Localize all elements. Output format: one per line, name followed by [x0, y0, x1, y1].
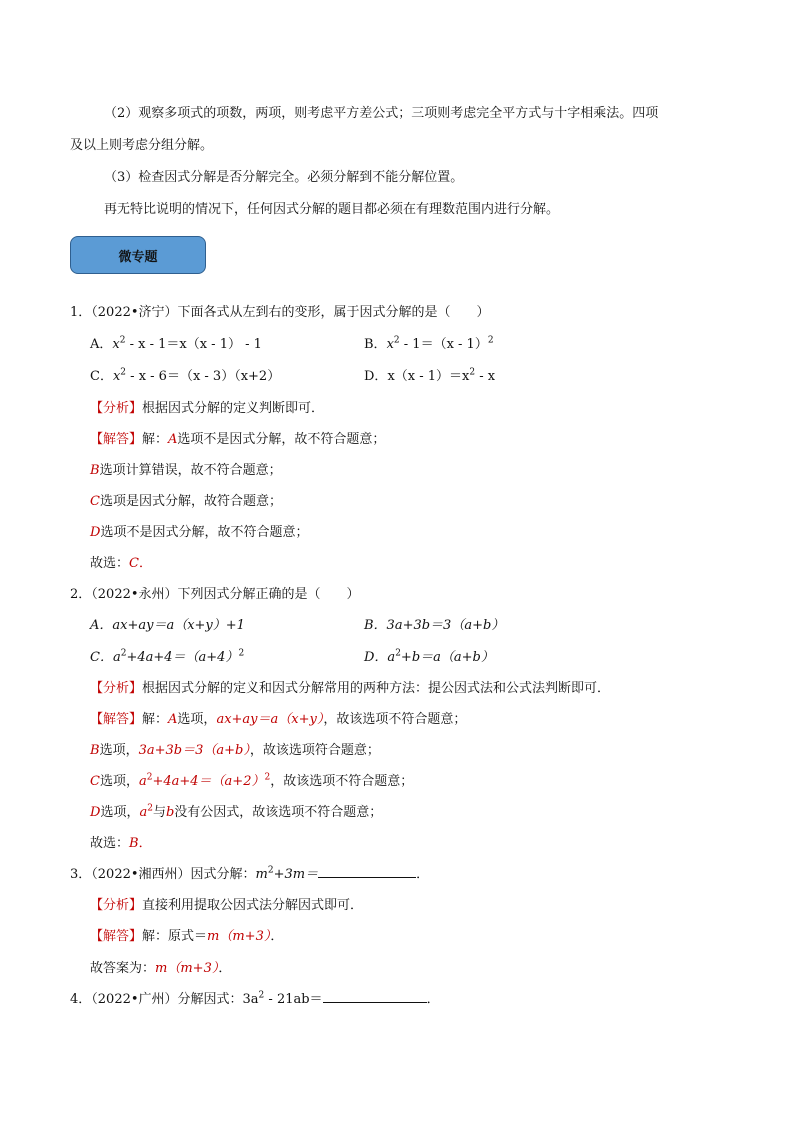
- q2-d-prefix: D．a: [364, 650, 396, 665]
- q2-stem: 2．（2022•永州）下列因式分解正确的是（ ）: [70, 587, 360, 602]
- q2-answer-4-a: 选项，: [100, 805, 140, 820]
- q1-b-exp: 2: [393, 335, 400, 346]
- q2-answer-2-a: 选项，: [99, 743, 139, 758]
- q2-analysis: [90, 677, 610, 696]
- q3-answer-tag: 【解答】: [90, 929, 143, 944]
- q1-stem: 1．（2022•济宁）下面各式从左到右的变形，属于因式分解的是（ ）: [70, 305, 490, 320]
- q2-choice-label: 故选：: [90, 836, 130, 851]
- q3-final-label: 故答案为：: [90, 961, 156, 976]
- q3-answer: [90, 925, 283, 944]
- q2-answer-line-2: [90, 739, 380, 758]
- q3-analysis-text: 直接利用提取公因式法分解因式即可．: [142, 898, 364, 913]
- q2-answer-3-exp: 2: [146, 772, 153, 783]
- q2-answer-2-b: ，故该选项符合题意；: [249, 743, 380, 758]
- q2-answer-4-math2: b: [165, 805, 175, 820]
- intro-line-3: （3）检查因式分解是否分解完全。必须分解到不能分解位置。: [104, 170, 464, 185]
- q2-option-b: B．3a+3b＝3（a+b）: [364, 618, 505, 633]
- q2-choice-value: B: [129, 836, 139, 851]
- q1-choice-end: ．: [138, 556, 152, 571]
- q2-d-exp: 2: [395, 648, 401, 659]
- q1-b-var: x: [386, 337, 394, 352]
- q1-answer-2-var: B: [90, 463, 100, 478]
- q2-d-rest: +b＝a（a+b）: [400, 650, 494, 665]
- q2-answer-4-b: 没有公因式，故该选项不符合题意；: [174, 805, 383, 820]
- q1-choice-value: C: [129, 556, 139, 571]
- q2-c-exp2: 2: [238, 648, 245, 659]
- q3-stem-rest: +3m＝: [273, 867, 319, 882]
- q2-option-d: [364, 646, 494, 665]
- q1-answer-4-var: D: [90, 525, 101, 540]
- q2-answer-3-b: ，故该选项不符合题意；: [270, 774, 414, 789]
- q2-answer-4-var: D: [90, 805, 101, 820]
- q1-analysis: [90, 397, 324, 416]
- q2-answer-3-math: a: [138, 774, 147, 789]
- q4-stem: [70, 988, 440, 1007]
- q1-answer-3-var: C: [90, 494, 100, 509]
- q1-a-rest: - x - 1＝x（x - 1） - 1: [125, 337, 262, 352]
- q3-answer-value: m（m+3）: [207, 929, 271, 944]
- q1-option-b: [364, 333, 494, 352]
- q3-answer-blank[interactable]: [318, 865, 416, 878]
- q1-answer-3: 选项是因式分解，故符合题意；: [99, 494, 282, 509]
- intro-line-2: 及以上则考虑分组分解。: [70, 138, 214, 153]
- q2-answer-line-3: [90, 770, 413, 789]
- q2-answer-1-math: ax+ay＝a（x+y）: [216, 712, 324, 727]
- q3-stem-exp: 2: [267, 865, 274, 876]
- q3-analysis-tag: 【分析】: [90, 898, 143, 913]
- q1-a-var: x: [112, 337, 120, 352]
- q2-c-rest: +4a+4＝（a+4）: [126, 650, 239, 665]
- q2-answer-3-a: 选项，: [99, 774, 139, 789]
- q2-analysis-tag: 【分析】: [90, 681, 143, 696]
- q2-answer-line-4: [90, 801, 382, 820]
- q1-c-prefix: C．: [90, 369, 113, 384]
- q1-b-exp2: 2: [487, 335, 494, 346]
- q1-option-a: [90, 333, 262, 352]
- q1-a-exp: 2: [119, 335, 126, 346]
- q1-d-rest: x（x - 1）＝x: [387, 369, 470, 384]
- q3-final-end: ．: [218, 961, 232, 976]
- q2-answer-3-math2: +4a+4＝（a+2）: [152, 774, 265, 789]
- q1-answer-intro: 解：: [142, 432, 169, 447]
- q2-answer-4-exp: 2: [147, 803, 153, 814]
- q3-final-value: m（m+3）: [155, 961, 219, 976]
- q4-stem-end: ．: [426, 992, 440, 1007]
- q1-d-rest2: - x: [475, 369, 496, 384]
- q1-answer: [90, 428, 385, 447]
- q4-stem-exp: 2: [258, 990, 265, 1001]
- q2-option-c: [90, 646, 244, 665]
- q3-final: [90, 957, 231, 976]
- q3-stem-prefix: 3．（2022•湘西州）因式分解：: [70, 867, 256, 882]
- q1-c-rest: - x - 6＝（x - 3）（x+2）: [126, 369, 281, 384]
- q1-d-exp: 2: [469, 367, 476, 378]
- q4-stem-prefix: 4．（2022•广州）分解因式：3a: [70, 992, 259, 1007]
- q3-stem-var: m: [255, 867, 268, 882]
- q3-stem: [70, 863, 429, 882]
- q1-answer-line-2: [90, 459, 282, 478]
- q3-analysis: [90, 894, 363, 913]
- q1-answer-line-4: [90, 521, 308, 540]
- q2-choice: [90, 832, 152, 851]
- q2-answer-3-exp2: 2: [264, 772, 271, 783]
- q2-c-prefix: C．a: [90, 650, 121, 665]
- q2-answer-intro: 解：: [142, 712, 169, 727]
- q1-choice-label: 故选：: [90, 556, 130, 571]
- q3-answer-end: ．: [270, 929, 284, 944]
- q1-option-d: [364, 365, 495, 384]
- q2-answer-1-var: A: [168, 712, 178, 727]
- q2-answer-1-a: 选项，: [177, 712, 217, 727]
- q2-c-exp: 2: [120, 648, 127, 659]
- intro-line-4: 再无特比说明的情况下，任何因式分解的题目都必须在有理数范围内进行分解。: [104, 202, 560, 217]
- q1-a-prefix: A．: [90, 337, 113, 352]
- q2-answer-2-math: 3a+3b＝3（a+b）: [138, 743, 250, 758]
- q1-c-exp: 2: [120, 367, 127, 378]
- q3-stem-end: ．: [416, 867, 430, 882]
- q2-answer-4-mid: 与: [152, 805, 166, 820]
- section-badge-label: 微专题: [118, 249, 158, 265]
- intro-line-1: （2）观察多项式的项数，两项，则考虑平方差公式；三项则考虑完全平方式与十字相乘法。四项: [104, 106, 659, 121]
- q1-b-prefix: B．: [364, 337, 387, 352]
- q3-answer-intro: 解：原式＝: [142, 929, 208, 944]
- q4-stem-rest: - 21ab＝: [264, 992, 323, 1007]
- q1-c-var: x: [112, 369, 121, 384]
- q2-answer-3-var: C: [90, 774, 100, 789]
- q1-analysis-text: 根据因式分解的定义判断即可．: [142, 401, 325, 416]
- q1-answer-tag: 【解答】: [90, 432, 143, 447]
- q4-answer-blank[interactable]: [323, 990, 427, 1003]
- q2-option-a: A．ax+ay＝a（x+y）+1: [90, 618, 245, 633]
- q1-analysis-tag: 【分析】: [90, 401, 143, 416]
- q2-answer-2-var: B: [90, 743, 100, 758]
- q2-choice-end: ．: [138, 836, 152, 851]
- q1-d-prefix: D．: [364, 369, 388, 384]
- q1-option-c: [90, 365, 280, 384]
- q2-analysis-text: 根据因式分解的定义和因式分解常用的两种方法：提公因式法和公式法判断即可．: [142, 681, 611, 696]
- q2-answer-tag: 【解答】: [90, 712, 143, 727]
- q1-answer-4: 选项不是因式分解，故不符合题意；: [100, 525, 309, 540]
- q2-answer-1-b: ，故该选项不符合题意；: [323, 712, 467, 727]
- section-badge: [70, 236, 206, 274]
- q1-answer-2: 选项计算错误，故不符合题意；: [99, 463, 282, 478]
- q1-choice: [90, 552, 152, 571]
- q1-answer-1-var: A: [168, 432, 178, 447]
- q1-b-rest: - 1＝（x - 1）: [399, 337, 488, 352]
- q2-answer-4-math: a: [139, 805, 148, 820]
- q1-answer-line-3: [90, 490, 282, 509]
- q2-answer: [90, 708, 466, 727]
- q1-answer-1: 选项不是因式分解，故不符合题意；: [177, 432, 386, 447]
